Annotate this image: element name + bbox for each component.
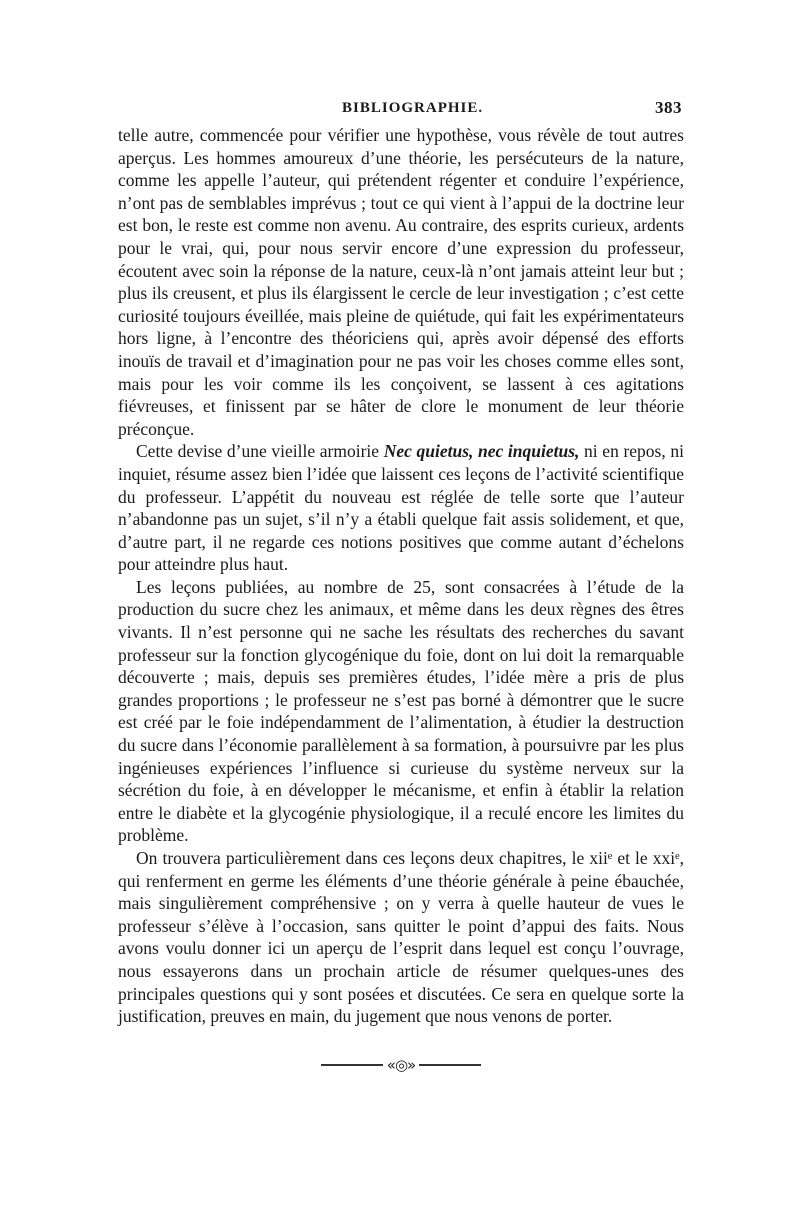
latin-motto: Nec quietus, nec inquietus, [383,441,580,462]
paragraph-2-start: Cette devise d’une vieille armoirie [136,441,384,462]
ornament-rule-left [321,1064,383,1066]
running-title: BIBLIOGRAPHIE. [342,100,484,116]
ornament-glyph-icon: «◎» [386,1055,416,1074]
paragraph-2-rest: ni en repos, ni inquiet, résume assez bien l’idée que laissent ces leçons de l’activité scientifique du professeur. L’appétit du nouveau est réglée de telle sorte que l’auteur n’abandonne pas un sujet, s’il n’y a établi quelque fait assis solidement, et que, d’autre part, il ne regarde ces notions positives que comme autant d’échelons pour atteindre plus haut. [118,441,684,575]
book-page [118,98,684,1074]
paragraph-3: Les leçons publiées, au nombre de 25, sont consacrées à l’étude de la production du sucre chez les animaux, et même dans les deux règnes des êtres vivants. Il n’est personne qui ne sache les résultats des recherches du savant professeur sur la fonction glycogénique du foie, dont on lui doit la remarquable découverte ; mais, depuis ses premières études, l’idée mère a pris de plus grandes proportions ; le professeur ne s’est pas borné à démontrer que le sucre est créé par le foie indépendamment de l’alimentation, à étudier la destruction du sucre dans l’économie parallèlement à sa formation, à poursuivre par les plus ingénieuses expériences l’influence si curieuse du système nerveux sur la sécrétion du foie, à en développer le mécanisme, et enfin à établir la relation entre le diabète et la glycogénie physiologique, il a reculé encore les limites du problème. [118,576,684,846]
body-text [118,124,684,1028]
section-end-ornament [118,1056,684,1074]
paragraph-4: On trouvera particulièrement dans ces leçons deux chapitres, le xiiᵉ et le xxiᵉ, qui renferment en germe les éléments d’une théorie générale à peine ébauchée, mais singulièrement compréhensive ; on y verra à quelle hauteur de vues le professeur s’élève à l’occasion, sans quitter le point d’appui des faits. Nous avons voulu donner ici un aperçu de l’esprit dans lequel est conçu l’ouvrage, nous essayerons dans un prochain article de résumer quelques-unes des principales questions qui y sont posées et discutées. Ce sera en quelque sorte la justification, preuves en main, du jugement que nous venons de porter. [118,848,684,1027]
running-head [118,98,684,124]
paragraph-1: telle autre, commencée pour vérifier une hypothèse, vous révèle de tout autres aperçus. Les hommes amoureux d’une théorie, les persécuteurs de la nature, comme les appelle l’auteur, qui prétendent régenter et conduire l’expérience, n’ont pas de semblables imprévus ; tout ce qui vient à l’appui de la doctrine leur est bon, le reste est comme non avenu. Au contraire, des esprits curieux, ardents pour le vrai, qui, pour nous servir encore d’une expression du professeur, écoutent avec soin la réponse de la nature, ceux-là n’ont jamais atteint leur but ; plus ils creusent, et plus ils élargissent le cercle de leur investigation ; c’est cette curiosité toujours éveillée, mais pleine de quiétude, qui fait les expérimentateurs hors ligne, à l’encontre des théoriciens qui, après avoir dépensé des efforts inouïs de travail et d’imagination pour ne pas voir les choses comme elles sont, mais pour les voir comme ils les conçoivent, se lassent à ces agitations fiévreuses, et finissent par se hâter de clore le monument de leur théorie préconçue. [118,125,684,439]
paragraph-2 [118,440,684,576]
page-number: 383 [655,98,682,117]
ornament-rule-right [419,1064,481,1066]
